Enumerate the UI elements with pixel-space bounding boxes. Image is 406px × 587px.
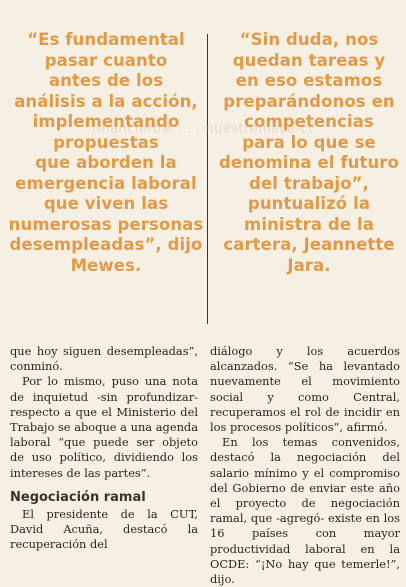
quote-line: “Sin duda, nos bbox=[239, 30, 379, 49]
quote-line: análisis a la acción, bbox=[14, 91, 198, 111]
quote-line: en eso estamos bbox=[235, 71, 383, 90]
quote-line: “Es fundamental bbox=[27, 30, 185, 49]
paragraph: que hoy siguen desempleadas”, conminó. bbox=[10, 344, 198, 374]
quote-line: competencias bbox=[244, 112, 374, 131]
paragraph: diálogo y los acuerdos alcanzados. “Se ha levantado nuevamente el movimiento social y como Central, recuperamos el rol de incidir en los procesos políticos”, afirmó. bbox=[210, 344, 400, 435]
quote-line: Mewes. bbox=[70, 255, 142, 275]
quote-line: ministra de la bbox=[244, 214, 374, 234]
quote-line: desempleadas”, dijo bbox=[9, 235, 203, 254]
quote-line: puntualizó la bbox=[247, 194, 371, 213]
quote-line: cartera, Jeannette bbox=[223, 235, 395, 254]
watermark: financiero# . . . nuestrenlace-cl bbox=[92, 122, 313, 137]
quote-line: que aborden la bbox=[35, 153, 177, 172]
paragraph: El presidente de la CUT, David Acuña, destacó la recuperación del bbox=[10, 507, 198, 552]
article-column-left bbox=[10, 344, 198, 553]
quote-line: preparándonos en bbox=[223, 91, 395, 111]
pull-quote-left bbox=[6, 30, 206, 276]
quote-line: antes de los bbox=[48, 71, 164, 90]
quote-divider bbox=[207, 34, 208, 324]
quote-line: emergencia laboral bbox=[15, 173, 197, 193]
quote-line: Jara. bbox=[287, 255, 331, 275]
quote-line: del trabajo”, bbox=[249, 173, 369, 193]
pull-quote-right bbox=[212, 30, 406, 276]
quote-line: numerosas personas bbox=[8, 214, 204, 234]
quote-line: para lo que se bbox=[242, 132, 376, 152]
quote-line: que viven las bbox=[43, 194, 169, 213]
quote-line: implementando bbox=[32, 112, 180, 131]
quote-line: pasar cuanto bbox=[44, 50, 168, 70]
paragraph: Por lo mismo, puso una nota de inquietud -sin profundizar- respecto a que el Ministerio del Trabajo se aboque a una agenda laboral “que puede ser objeto de uso político, dividiendo los intereses de las partes”. bbox=[10, 374, 198, 480]
section-subheading: Negociación ramal bbox=[10, 489, 146, 505]
paragraph: En los temas convenidos, destacó la negociación del salario mínimo y el compromiso del Gobierno de enviar este año el proyecto de negociación ramal, que -agregó- existe en los 16 países con mayor productividad laboral en la OCDE: “¡No hay que temerle!”, dijo. bbox=[210, 435, 400, 587]
quote-line: denomina el futuro bbox=[219, 153, 399, 172]
quote-line: quedan tareas y bbox=[232, 50, 386, 70]
quote-line: propuestas bbox=[53, 132, 159, 152]
article-column-right bbox=[210, 344, 400, 587]
